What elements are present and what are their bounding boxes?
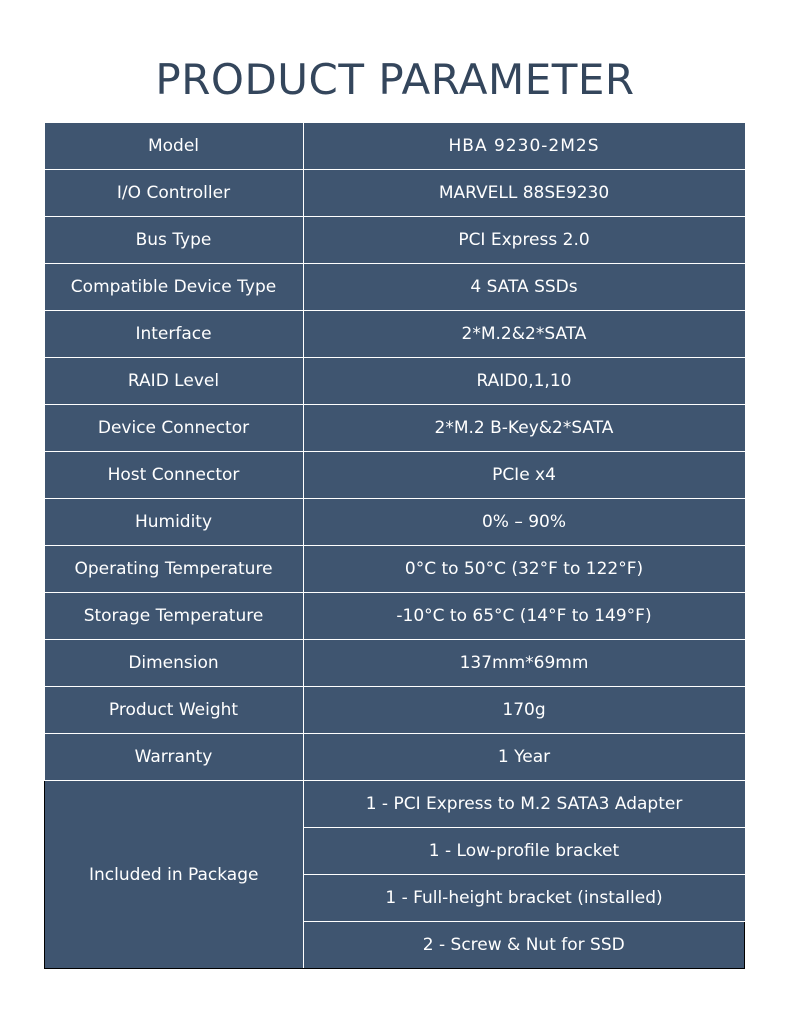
spec-label-host-connector: Host Connector bbox=[45, 452, 304, 499]
spec-value-storage-temperature: -10°C to 65°C (14°F to 149°F) bbox=[303, 593, 745, 640]
table-row bbox=[45, 734, 745, 781]
spec-label-storage-temperature: Storage Temperature bbox=[45, 593, 304, 640]
spec-value-raid-level: RAID0,1,10 bbox=[303, 358, 745, 405]
spec-value-device-connector: 2*M.2 B-Key&2*SATA bbox=[303, 405, 745, 452]
spec-value-host-connector: PCIe x4 bbox=[303, 452, 745, 499]
spec-value-compatible-device-type: 4 SATA SSDs bbox=[303, 264, 745, 311]
spec-value-humidity: 0% – 90% bbox=[303, 499, 745, 546]
spec-label-warranty: Warranty bbox=[45, 734, 304, 781]
table-row bbox=[45, 452, 745, 499]
table-row bbox=[45, 593, 745, 640]
table-row bbox=[45, 499, 745, 546]
spec-label-raid-level: RAID Level bbox=[45, 358, 304, 405]
spec-label-io-controller: I/O Controller bbox=[45, 170, 304, 217]
spec-label-model: Model bbox=[45, 123, 304, 170]
spec-value-interface: 2*M.2&2*SATA bbox=[303, 311, 745, 358]
table-row bbox=[45, 546, 745, 593]
spec-label-humidity: Humidity bbox=[45, 499, 304, 546]
spec-label-dimension: Dimension bbox=[45, 640, 304, 687]
table-row bbox=[45, 217, 745, 264]
spec-label-device-connector: Device Connector bbox=[45, 405, 304, 452]
spec-value-io-controller: MARVELL 88SE9230 bbox=[303, 170, 745, 217]
product-parameter-table bbox=[44, 123, 745, 969]
spec-value-model: HBA 9230-2M2S bbox=[303, 123, 745, 170]
spec-label-bus-type: Bus Type bbox=[45, 217, 304, 264]
table-row bbox=[45, 170, 745, 217]
spec-label-product-weight: Product Weight bbox=[45, 687, 304, 734]
spec-value-bus-type: PCI Express 2.0 bbox=[303, 217, 745, 264]
table-row bbox=[45, 405, 745, 452]
package-item: 1 - Low-profile bracket bbox=[303, 828, 745, 875]
spec-value-product-weight: 170g bbox=[303, 687, 745, 734]
package-item: 2 - Screw & Nut for SSD bbox=[303, 922, 745, 969]
table-row bbox=[45, 358, 745, 405]
spec-label-included-in-package: Included in Package bbox=[45, 781, 304, 969]
spec-label-compatible-device-type: Compatible Device Type bbox=[45, 264, 304, 311]
spec-label-interface: Interface bbox=[45, 311, 304, 358]
package-item: 1 - Full-height bracket (installed) bbox=[303, 875, 745, 922]
table-row bbox=[45, 123, 745, 170]
spec-value-warranty: 1 Year bbox=[303, 734, 745, 781]
table-row bbox=[45, 264, 745, 311]
spec-value-operating-temperature: 0°C to 50°C (32°F to 122°F) bbox=[303, 546, 745, 593]
spec-label-operating-temperature: Operating Temperature bbox=[45, 546, 304, 593]
table-row bbox=[45, 781, 745, 828]
table-row bbox=[45, 640, 745, 687]
table-row bbox=[45, 687, 745, 734]
spec-value-dimension: 137mm*69mm bbox=[303, 640, 745, 687]
table-row bbox=[45, 311, 745, 358]
package-item: 1 - PCI Express to M.2 SATA3 Adapter bbox=[303, 781, 745, 828]
page-title: PRODUCT PARAMETER bbox=[155, 55, 635, 104]
